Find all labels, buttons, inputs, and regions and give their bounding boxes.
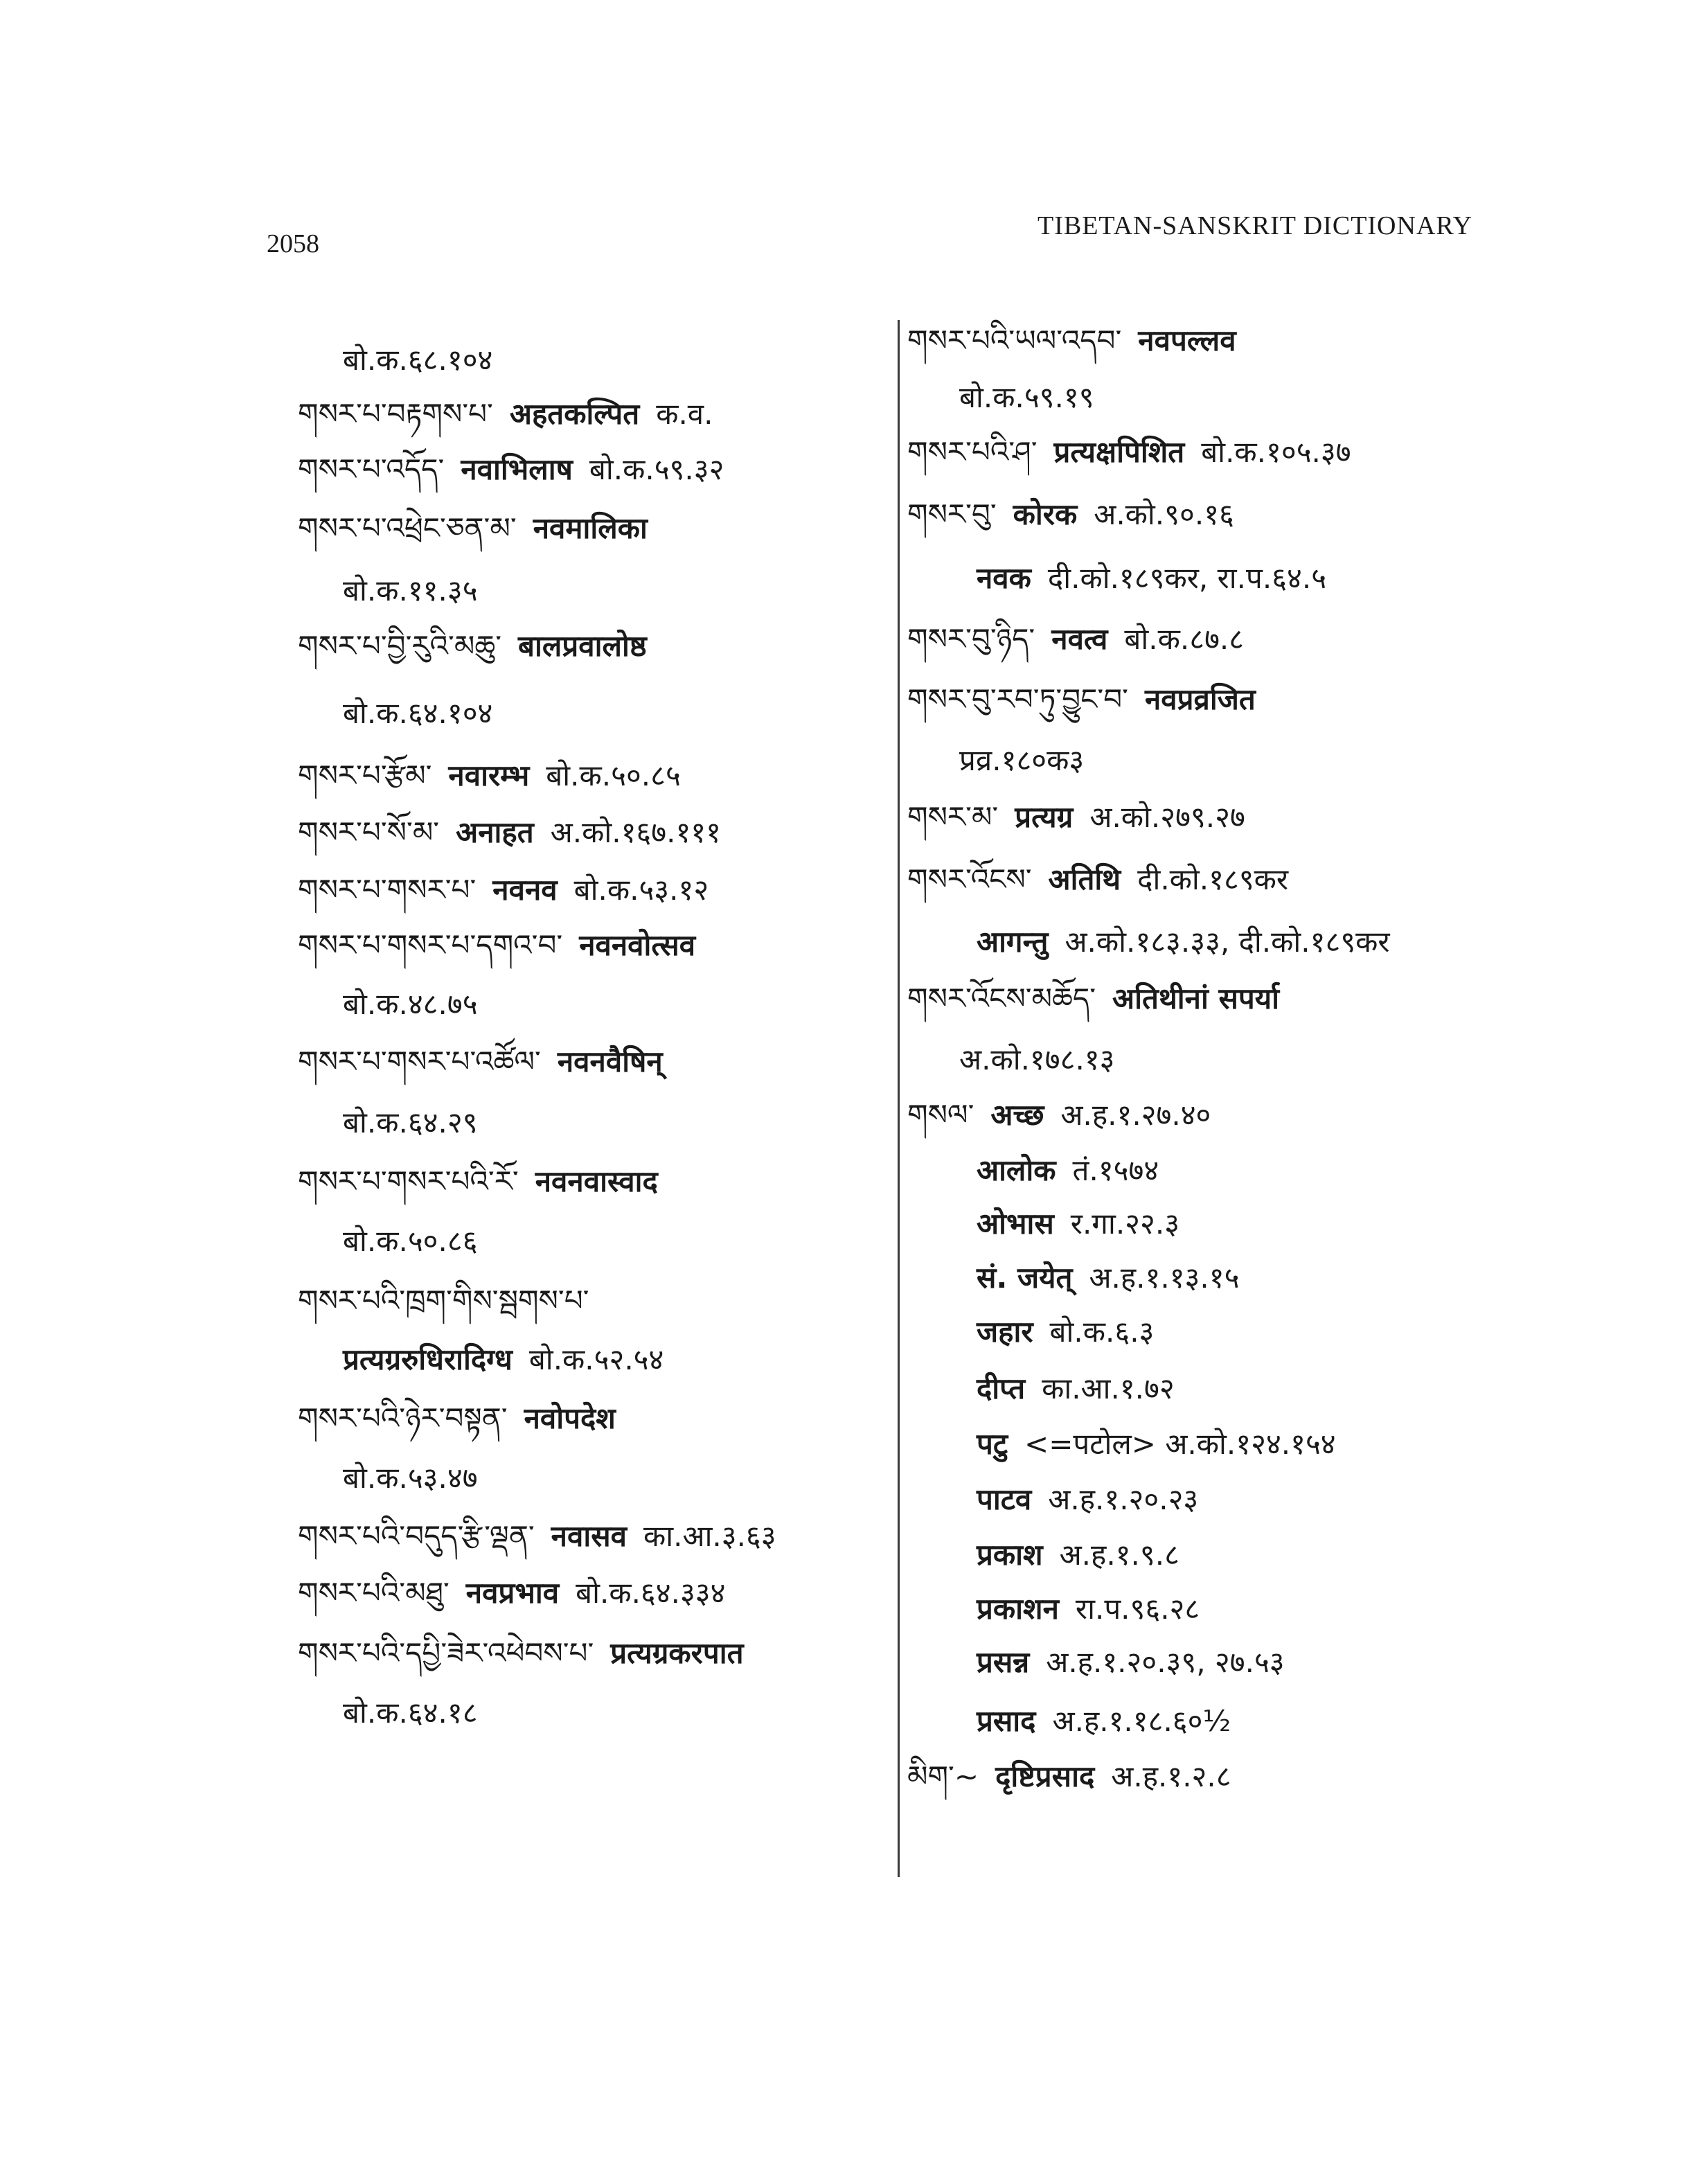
sanskrit-equivalent: नवनवोत्सव bbox=[579, 928, 696, 962]
sanskrit-equivalent: नवक bbox=[977, 561, 1031, 595]
right-entry-line bbox=[977, 1479, 1198, 1520]
right-entry-line bbox=[977, 1150, 1159, 1191]
sanskrit-equivalent: नवासव bbox=[551, 1519, 627, 1553]
source-reference: बो.क.५३.१२ bbox=[573, 873, 709, 907]
right-entry-line bbox=[907, 1756, 1231, 1797]
right-entry-line bbox=[907, 679, 1256, 720]
sanskrit-equivalent: प्रकाश bbox=[977, 1538, 1043, 1572]
source-reference: अ.ह.१.९.८ bbox=[1059, 1538, 1179, 1572]
sanskrit-equivalent: नवप्रव्रजित bbox=[1144, 682, 1256, 716]
source-reference: अ.ह.१.२०.३९, २७.५३ bbox=[1046, 1645, 1285, 1679]
sanskrit-equivalent: नवारम्भ bbox=[448, 758, 530, 792]
page-number: 2058 bbox=[267, 229, 319, 258]
right-entry-line bbox=[907, 978, 1279, 1020]
right-entry-line bbox=[977, 921, 1390, 963]
tibetan-headword: གསར་པ་གསར་པའི་རོ་ bbox=[298, 1164, 519, 1198]
tibetan-headword: གསར་བུ་རབ་ཏུ་བྱུང་བ་ bbox=[907, 682, 1128, 716]
sanskrit-equivalent: दीप्त bbox=[977, 1371, 1026, 1405]
right-entry-line bbox=[907, 432, 1351, 473]
right-entry-line bbox=[977, 558, 1326, 599]
sanskrit-equivalent: बालप्रवालोष्ठ bbox=[518, 629, 647, 663]
source-reference: दी.को.१८९कर, रा.प.६४.५ bbox=[1047, 561, 1327, 595]
sanskrit-equivalent: नवाभिलाष bbox=[461, 452, 573, 486]
right-entry-line bbox=[907, 320, 1236, 362]
sanskrit-equivalent: सं. जयेत् bbox=[977, 1261, 1073, 1295]
source-reference: बो.क.११.३५ bbox=[343, 574, 478, 607]
sanskrit-equivalent: पटु bbox=[977, 1427, 1008, 1461]
sanskrit-equivalent: प्रत्यग्ररुधिरादिग्ध bbox=[343, 1342, 513, 1376]
source-reference: बो.क.६४.१०४ bbox=[343, 696, 493, 730]
right-entry-line bbox=[977, 1368, 1175, 1410]
tibetan-headword: གསར་པ་འཕྲེང་ཅན་མ་ bbox=[298, 511, 517, 545]
tibetan-headword: གསར་མ་ bbox=[907, 800, 999, 834]
right-entry-line bbox=[977, 1701, 1231, 1742]
source-reference: अ.को.९०.१६ bbox=[1094, 497, 1234, 531]
sanskrit-equivalent: प्रसाद bbox=[977, 1704, 1036, 1738]
source-reference: अ.को.१७८.१३ bbox=[959, 1042, 1115, 1076]
right-entry-line bbox=[959, 377, 1094, 418]
sanskrit-equivalent: कोरक bbox=[1013, 497, 1078, 531]
sanskrit-equivalent: ओभास bbox=[977, 1207, 1054, 1241]
sanskrit-equivalent: प्रसन्न bbox=[977, 1645, 1030, 1679]
sanskrit-equivalent: जहार bbox=[977, 1315, 1033, 1349]
source-reference: अ.ह.१.२७.४० bbox=[1060, 1098, 1211, 1132]
right-entry-line bbox=[977, 1423, 1336, 1465]
source-reference: बो.क.५३.४७ bbox=[343, 1461, 478, 1495]
source-reference: अ.को.२७९.२७ bbox=[1089, 800, 1245, 834]
source-reference: का.आ.१.७२ bbox=[1042, 1371, 1175, 1405]
tibetan-headword: གསལ་ bbox=[907, 1098, 974, 1132]
source-reference: बो.क.५९.३२ bbox=[589, 452, 724, 486]
right-entry-line bbox=[907, 797, 1245, 838]
source-reference: बो.क.५२.५४ bbox=[528, 1342, 664, 1376]
source-reference: बो.क.४८.७५ bbox=[343, 987, 478, 1021]
sanskrit-equivalent: नवनवैषिन् bbox=[557, 1045, 663, 1078]
sanskrit-equivalent: प्रकाशन bbox=[977, 1592, 1059, 1626]
sanskrit-equivalent: पाटव bbox=[977, 1482, 1032, 1516]
right-entry-line bbox=[907, 1094, 1211, 1136]
sanskrit-equivalent: दृष्टिप्रसाद bbox=[995, 1759, 1095, 1793]
source-reference: <=पटोल> अ.को.१२४.१५४ bbox=[1024, 1427, 1336, 1461]
sanskrit-equivalent: नवमालिका bbox=[533, 511, 648, 545]
source-reference: बो.क.१०५.३७ bbox=[1201, 435, 1351, 469]
source-reference: बो.क.६८.१०४ bbox=[343, 343, 493, 377]
right-entry-line bbox=[959, 740, 1084, 781]
sanskrit-equivalent: आगन्तु bbox=[977, 925, 1049, 959]
right-entry-line bbox=[959, 1039, 1114, 1081]
sanskrit-equivalent: नवपल्लव bbox=[1138, 323, 1236, 357]
tibetan-headword: གསར་པ་གསར་པ་ bbox=[298, 873, 477, 907]
source-reference: रा.प.९६.२८ bbox=[1075, 1592, 1200, 1626]
tibetan-headword: གསར་པ་འདོད་ bbox=[298, 452, 445, 486]
source-reference: तं.१५७४ bbox=[1072, 1153, 1159, 1187]
sanskrit-equivalent: नवनवास्वाद bbox=[535, 1164, 658, 1198]
source-reference: दी.को.१८९कर bbox=[1137, 862, 1289, 896]
right-entry-line bbox=[977, 1203, 1179, 1245]
source-reference: बो.क.५०.८६ bbox=[343, 1224, 478, 1258]
tibetan-headword: གསར་པའི་ཤ་ bbox=[907, 435, 1037, 469]
tibetan-headword: གསར་པའི་ཉེར་བསྟན་ bbox=[298, 1401, 508, 1435]
sanskrit-equivalent: नवत्व bbox=[1051, 622, 1108, 656]
tibetan-headword: གསར་བུ་ཉིད་ bbox=[907, 622, 1035, 656]
source-reference: अ.ह.१.२.८ bbox=[1111, 1759, 1231, 1793]
tibetan-headword: གསར་པ་བྱི་རུའི་མཆུ་ bbox=[298, 629, 502, 663]
right-entry-line bbox=[977, 1642, 1285, 1683]
sanskrit-equivalent: अनाहत bbox=[456, 815, 534, 849]
sanskrit-equivalent: नवप्रभाव bbox=[465, 1576, 560, 1610]
source-reference: बो.क.५०.८५ bbox=[546, 758, 681, 792]
tibetan-headword: གསར་འོངས་ bbox=[907, 862, 1032, 896]
source-reference: बो.क.६४.३३४ bbox=[576, 1576, 726, 1610]
tibetan-headword: གསར་པ་གསར་པ་འཚོལ་ bbox=[298, 1045, 541, 1078]
source-reference: अ.को.१८३.३३, दी.को.१८९कर bbox=[1065, 925, 1390, 959]
sanskrit-equivalent: आलोक bbox=[977, 1153, 1056, 1187]
sanskrit-equivalent: अतिथीनां सपर्या bbox=[1112, 982, 1279, 1015]
sanskrit-equivalent: अच्छ bbox=[990, 1098, 1044, 1132]
tibetan-headword: གསར་པ་བརྟགས་པ་ bbox=[298, 397, 493, 431]
source-reference: बो.क.६४.१८ bbox=[343, 1696, 478, 1730]
right-entry-line bbox=[977, 1534, 1179, 1576]
tibetan-headword: གསར་འོངས་མཆོད་ bbox=[907, 982, 1096, 1015]
source-reference: अ.ह.१.१३.१५ bbox=[1089, 1261, 1240, 1295]
source-reference: बो.क.६.३ bbox=[1049, 1315, 1155, 1349]
running-title: TIBETAN-SANSKRIT DICTIONARY bbox=[1037, 211, 1473, 240]
source-reference: अ.को.१६७.१११ bbox=[550, 815, 721, 849]
source-reference: बो.क.५९.१९ bbox=[959, 380, 1094, 414]
tibetan-headword: གསར་པའི་དཔྱི་ཟེར་འཕེབས་པ་ bbox=[298, 1636, 594, 1670]
right-entry-line bbox=[977, 1588, 1200, 1630]
tibetan-headword: མིག་~ bbox=[907, 1759, 979, 1793]
tibetan-headword: གསར་པ་གསར་པ་དགའ་བ་ bbox=[298, 928, 563, 962]
right-entry-line bbox=[907, 494, 1234, 535]
tibetan-headword: གསར་པའི་མཐུ་ bbox=[298, 1576, 449, 1610]
source-reference: र.गा.२२.३ bbox=[1070, 1207, 1180, 1241]
right-entry-line bbox=[907, 619, 1244, 660]
tibetan-headword: གསར་པའི་ཡལ་འདབ་ bbox=[907, 323, 1122, 357]
tibetan-headword: གསར་པའི་བདུད་རྩི་ལྡན་ bbox=[298, 1519, 535, 1553]
tibetan-headword: གསར་བུ་ bbox=[907, 497, 997, 531]
source-reference: क.व. bbox=[656, 397, 713, 431]
tibetan-headword: གསར་པ་སོ་མ་ bbox=[298, 815, 440, 849]
source-reference: अ.ह.१.२०.२३ bbox=[1048, 1482, 1199, 1516]
sanskrit-equivalent: अहतकल्पित bbox=[509, 397, 640, 431]
tibetan-headword: གསར་པའི་ཁྲག་གིས་སྦགས་པ་ bbox=[298, 1284, 589, 1317]
source-reference: अ.ह.१.१८.६०½ bbox=[1052, 1704, 1231, 1738]
sanskrit-equivalent: नवोपदेश bbox=[524, 1401, 616, 1435]
right-entry-line bbox=[977, 1257, 1239, 1299]
sanskrit-equivalent: प्रत्यग्रकरपात bbox=[610, 1636, 744, 1670]
source-reference: बो.क.६४.२९ bbox=[343, 1106, 478, 1139]
source-reference: बो.क.८७.८ bbox=[1124, 622, 1245, 656]
sanskrit-equivalent: प्रत्यग्र bbox=[1015, 800, 1074, 834]
source-reference: प्रव्र.१८०क३ bbox=[959, 743, 1085, 777]
sanskrit-equivalent: अतिथि bbox=[1048, 862, 1121, 896]
sanskrit-equivalent: नवनव bbox=[492, 873, 558, 907]
right-entry-line bbox=[907, 859, 1288, 900]
tibetan-headword: གསར་པ་རྩོམ་ bbox=[298, 758, 432, 792]
sanskrit-equivalent: प्रत्यक्षपिशित bbox=[1053, 435, 1185, 469]
source-reference: का.आ.३.६३ bbox=[643, 1519, 776, 1553]
right-entry-line bbox=[977, 1311, 1154, 1353]
